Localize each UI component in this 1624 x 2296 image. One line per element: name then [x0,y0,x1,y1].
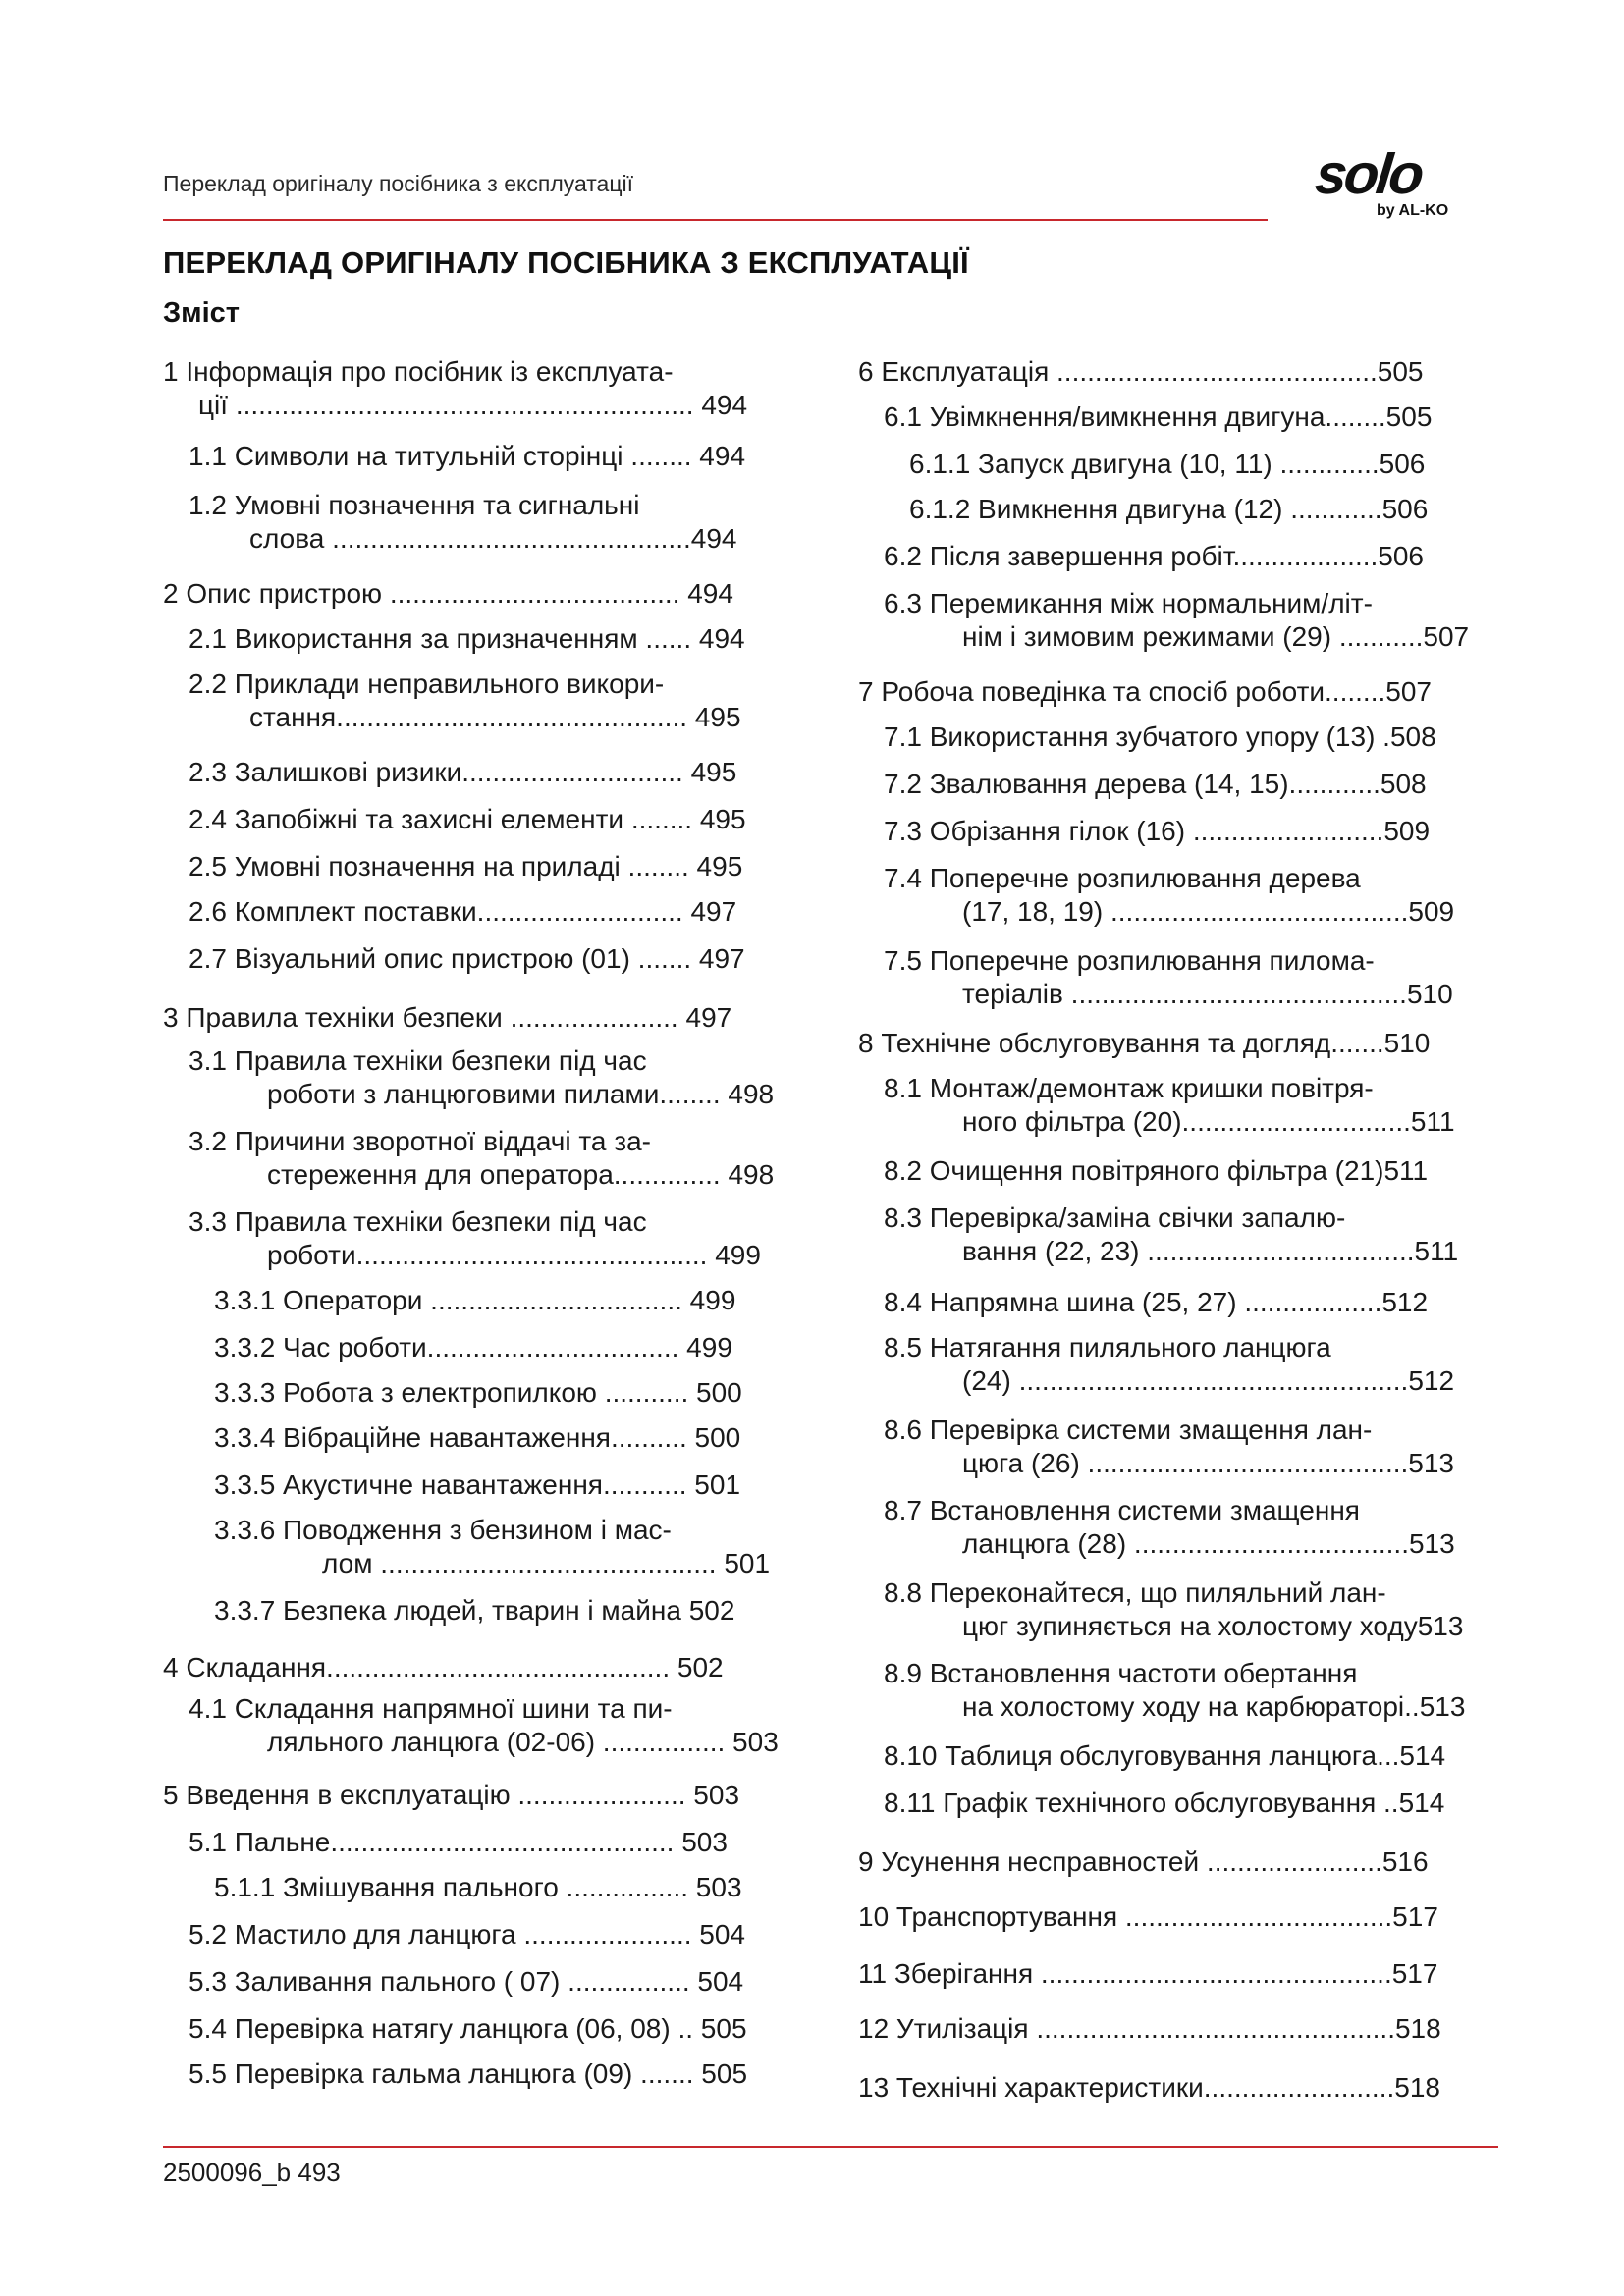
toc-entry-text: 8.11 Графік технічного обслуговування ..514 [884,1788,1445,1818]
toc-entry-text: 5.5 Перевірка гальма ланцюга (09) ....... 505 [189,2058,748,2089]
logo-sub: by AL-KO [1377,202,1449,219]
toc-entry-text: 13 Технічні характеристики.........................518 [858,2072,1440,2103]
toc-entry[interactable] [858,2071,1440,2105]
toc-heading: Зміст [163,297,241,329]
toc-entry-continuation: на холостому ходу на карбюраторі..513 [962,1691,1466,1722]
toc-entry-text: 1.1 Символи на титульній сторінці ........ 494 [189,441,746,471]
toc-entry[interactable] [189,489,736,556]
toc-entry-text: 2.4 Запобіжні та захисні елементи ........ 495 [189,804,746,834]
toc-entry[interactable] [858,1027,1430,1060]
toc-entry-text: 5.1 Пальне............................................. 503 [189,1827,728,1857]
toc-entry-text: 3.3.4 Вібраційне навантаження.......... 500 [214,1422,741,1453]
toc-entry-text: 11 Зберігання ..............................................517 [858,1958,1438,1989]
toc-entry-text: 3.1 Правила техніки безпеки під час [189,1045,647,1076]
toc-entry-text: 9 Усунення несправностей .......................516 [858,1846,1429,1877]
toc-entry[interactable] [189,850,742,883]
toc-entry[interactable] [214,1594,734,1628]
toc-entry-text: 2 Опис пристрою ...................................... 494 [163,578,733,609]
toc-entry-continuation: вання (22, 23) ...................................511 [962,1236,1459,1266]
toc-entry-text: 5 Введення в експлуатацію ...................... 503 [163,1780,740,1810]
toc-entry-continuation: (24) ...................................................512 [962,1365,1455,1396]
toc-entry-text: 1.2 Умовні позначення та сигнальні [189,490,640,520]
toc-entry-continuation: стання.............................................. 495 [249,702,741,732]
toc-entry-continuation: слова ...............................................494 [249,523,737,554]
toc-entry-continuation: ного фільтра (20)..............................511 [962,1106,1455,1137]
toc-entry[interactable] [884,1787,1444,1820]
toc-entry[interactable] [189,1918,745,1951]
toc-entry[interactable] [189,756,736,789]
toc-entry-text: 8.10 Таблиця обслуговування ланцюга...514 [884,1740,1446,1771]
toc-entry-text: 6.1.2 Вимкнення двигуна (12) ............506 [909,494,1429,524]
footer-doc-code: 2500096_b 493 [163,2158,341,2187]
toc-entry-text: 3.3.1 Оператори ................................. 499 [214,1285,736,1315]
toc-entry-text: 3.3.6 Поводження з бензином і мас- [214,1515,672,1545]
toc-entry-text: 3.2 Причини зворотної віддачі та за- [189,1126,651,1156]
toc-entry[interactable] [884,862,1454,929]
toc-entry[interactable] [189,2057,747,2091]
toc-entry-text: 2.2 Приклади неправильного викори- [189,668,665,699]
toc-entry[interactable] [884,587,1469,654]
toc-entry-text: 3.3 Правила техніки безпеки під час [189,1206,647,1237]
toc-entry-text: 8.8 Переконайтеся, що пиляльний лан- [884,1577,1386,1608]
toc-entry-text: 3.3.3 Робота з електропилкою ........... 500 [214,1377,742,1408]
toc-entry[interactable] [163,1651,724,1684]
toc-entry[interactable] [189,440,745,473]
toc-entry-text: 8.3 Перевірка/заміна свічки запалю- [884,1202,1346,1233]
toc-entry-text: 8.9 Встановлення частоти обертання [884,1658,1358,1688]
toc-entry[interactable] [189,667,741,734]
toc-entry-continuation: нім і зимовим режимами (29) ...........507 [962,621,1470,652]
toc-entry-text: 7.2 Звалювання дерева (14, 15)............508 [884,769,1427,799]
toc-entry[interactable] [884,1739,1445,1773]
toc-entry[interactable] [189,622,745,656]
toc-entry[interactable] [214,1331,732,1364]
toc-entry-text: 5.3 Заливання пального ( 07) ................ 504 [189,1966,744,1997]
toc-entry-continuation: цюга (26) ..........................................513 [962,1448,1455,1478]
toc-entry-text: 8.4 Напрямна шина (25, 27) ..................512 [884,1287,1429,1317]
toc-entry-text: 6.2 Після завершення робіт...................506 [884,541,1424,571]
toc-entry[interactable] [884,540,1424,573]
toc-entry-text: 2.5 Умовні позначення на приладі ........ 495 [189,851,743,881]
toc-entry[interactable] [884,1072,1455,1139]
solo-logo [1312,142,1473,224]
toc-entry-continuation: ляльного ланцюга (02-06) ................ 503 [267,1727,779,1757]
toc-entry[interactable] [884,1494,1455,1561]
toc-entry-text: 3.3.2 Час роботи................................. 499 [214,1332,732,1362]
header-divider [163,219,1268,221]
toc-entry[interactable] [214,1284,735,1317]
toc-entry-text: 7.5 Поперечне розпилювання пилома- [884,945,1375,976]
toc-entry[interactable] [858,1900,1438,1934]
toc-entry[interactable] [189,2012,747,2046]
toc-entry-text: 5.2 Мастило для ланцюга ...................... 504 [189,1919,745,1949]
toc-entry[interactable] [884,1576,1463,1643]
toc-entry[interactable] [214,1421,740,1455]
toc-entry[interactable] [189,1125,774,1192]
toc-entry[interactable] [884,1286,1428,1319]
toc-entry[interactable] [884,1201,1458,1268]
toc-entry-text: 2.7 Візуальний опис пристрою (01) ....... 497 [189,943,745,974]
document-title: ПЕРЕКЛАД ОРИГІНАЛУ ПОСІБНИКА З ЕКСПЛУАТАЦІЇ [163,245,969,280]
toc-entry-text: 2.3 Залишкові ризики............................. 495 [189,757,737,787]
toc-entry[interactable] [214,1514,770,1580]
toc-entry-continuation: ланцюга (28) ....................................513 [962,1528,1455,1559]
toc-entry[interactable] [884,1154,1428,1188]
toc-entry-text: 8.7 Встановлення системи змащення [884,1495,1360,1525]
toc-entry-continuation: стереження для оператора.............. 498 [267,1159,775,1190]
toc-entry[interactable] [884,400,1432,434]
toc-entry[interactable] [884,768,1427,801]
toc-entry[interactable] [163,1779,739,1812]
toc-entry-continuation: теріалів ............................................510 [962,979,1453,1009]
toc-entry-text: 7.1 Використання зубчатого упору (13) .508 [884,721,1436,752]
toc-entry-text: 8.1 Монтаж/демонтаж кришки повітря- [884,1073,1374,1103]
toc-entry[interactable] [189,895,736,929]
toc-entry-text: 4.1 Складання напрямної шини та пи- [189,1693,673,1724]
toc-entry[interactable] [189,942,745,976]
toc-entry[interactable] [189,1692,779,1759]
toc-entry[interactable] [858,1845,1429,1879]
logo-brand: solo [1312,142,1425,206]
toc-entry[interactable] [189,803,746,836]
toc-entry[interactable] [858,355,1423,389]
toc-entry-continuation: цюг зупиняється на холостому ходу513 [962,1611,1464,1641]
toc-entry[interactable] [189,1044,774,1111]
toc-entry-text: 4 Складання............................................. 502 [163,1652,724,1682]
toc-entry-text: 12 Утилізація ...............................................518 [858,2013,1441,2044]
toc-entry[interactable] [163,355,747,422]
toc-entry[interactable] [163,1001,731,1035]
toc-entry-text: 3.3.5 Акустичне навантаження........... 501 [214,1469,741,1500]
toc-entry-text: 10 Транспортування ...................................517 [858,1901,1438,1932]
toc-entry-text: 6.1.1 Запуск двигуна (10, 11) .............506 [909,449,1426,479]
toc-entry-text: 8 Технічне обслуговування та догляд.......510 [858,1028,1431,1058]
toc-entry-text: 8.5 Натягання пиляльного ланцюга [884,1332,1331,1362]
toc-entry[interactable] [163,577,733,611]
toc-entry[interactable] [858,675,1432,709]
toc-entry-text: 7.4 Поперечне розпилювання дерева [884,863,1361,893]
toc-entry[interactable] [214,1871,742,1904]
toc-entry-text: 8.6 Перевірка системи змащення лан- [884,1415,1373,1445]
toc-entry-text: 3.3.7 Безпека людей, тварин і майна 502 [214,1595,735,1626]
toc-entry-text: 2.6 Комплект поставки........................... 497 [189,896,737,927]
toc-entry-continuation: роботи.............................................. 499 [267,1240,761,1270]
toc-entry[interactable] [884,815,1430,848]
toc-entry[interactable] [214,1468,740,1502]
toc-entry[interactable] [884,1414,1454,1480]
toc-entry[interactable] [884,1657,1465,1724]
footer-divider [163,2146,1498,2148]
toc-entry[interactable] [189,1826,728,1859]
toc-entry-text: 6 Експлуатація ..........................................505 [858,356,1424,387]
toc-entry-text: 6.1 Увімкнення/вимкнення двигуна........505 [884,401,1433,432]
toc-entry[interactable] [909,448,1425,481]
toc-entry-text: 2.1 Використання за призначенням ...... 494 [189,623,745,654]
running-header: Переклад оригіналу посібника з експлуатації [163,171,634,196]
toc-entry-continuation: ції ............................................................ 494 [198,390,748,420]
toc-entry[interactable] [884,721,1436,754]
toc-entry[interactable] [858,1957,1437,1991]
toc-entry-continuation: роботи з ланцюговими пилами........ 498 [267,1079,775,1109]
toc-entry-text: 5.1.1 Змішування пального ................ 503 [214,1872,742,1902]
toc-entry[interactable] [858,2012,1441,2046]
toc-entry-text: 1 Інформація про посібник із експлуата- [163,356,674,387]
toc-entry[interactable] [884,1331,1454,1398]
toc-entry-text: 7.3 Обрізання гілок (16) .........................509 [884,816,1431,846]
toc-entry[interactable] [909,493,1428,526]
toc-entry[interactable] [884,944,1453,1011]
toc-entry[interactable] [214,1376,742,1410]
toc-entry-text: 7 Робоча поведінка та спосіб роботи........507 [858,676,1432,707]
toc-entry[interactable] [189,1205,761,1272]
toc-entry-text: 8.2 Очищення повітряного фільтра (21)511 [884,1155,1429,1186]
toc-entry-text: 6.3 Перемикання між нормальним/літ- [884,588,1373,618]
toc-entry-text: 3 Правила техніки безпеки ...................... 497 [163,1002,732,1033]
toc-entry[interactable] [189,1965,743,1999]
toc-entry-continuation: (17, 18, 19) .......................................509 [962,896,1455,927]
toc-entry-text: 5.4 Перевірка натягу ланцюга (06, 08) .. 505 [189,2013,747,2044]
toc-entry-continuation: лом ............................................ 501 [322,1548,771,1578]
